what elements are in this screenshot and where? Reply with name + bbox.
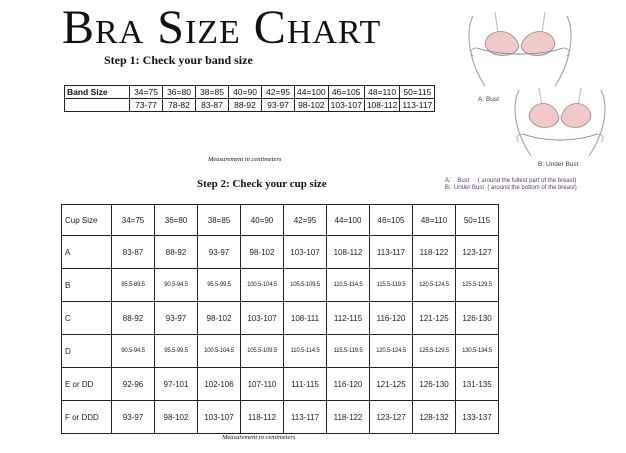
step2-heading: Step 2: Check your cup size bbox=[197, 178, 327, 190]
cup-measure-cell: 88-92 bbox=[155, 236, 198, 269]
cup-measure-cell: 123-127 bbox=[456, 236, 499, 269]
band-column-header: 38=85 bbox=[198, 205, 241, 236]
cup-measure-cell: 100.5-104.5 bbox=[198, 335, 241, 368]
step1-heading: Step 1: Check your band size bbox=[104, 53, 253, 67]
cup-measure-cell: 121-125 bbox=[370, 368, 413, 401]
cup-measure-cell: 108-112 bbox=[327, 236, 370, 269]
cup-measure-cell: 116-120 bbox=[327, 368, 370, 401]
band-size-cell: 44=100 bbox=[295, 86, 329, 99]
legend-name-b: Under Bust bbox=[454, 185, 485, 191]
cup-measure-cell: 130.5-134.5 bbox=[456, 335, 499, 368]
band-column-header: 42=95 bbox=[284, 205, 327, 236]
cup-measure-cell: 93-97 bbox=[112, 401, 155, 434]
cup-measure-cell: 112-115 bbox=[327, 302, 370, 335]
band-column-header: 40=90 bbox=[241, 205, 284, 236]
cup-measure-cell: 113-117 bbox=[370, 236, 413, 269]
cup-measure-cell: 95.5-99.5 bbox=[198, 269, 241, 302]
cup-measure-cell: 125.5-129.5 bbox=[456, 269, 499, 302]
cup-measure-cell: 88-92 bbox=[112, 302, 155, 335]
cup-measure-cell: 116-120 bbox=[370, 302, 413, 335]
legend-name-a: Bust bbox=[457, 178, 470, 184]
band-measure-cell: 108-112 bbox=[364, 99, 400, 112]
cup-measurement-note: Measurement in centimeters bbox=[222, 434, 296, 441]
band-size-label: Band Size bbox=[65, 86, 130, 99]
measurement-legend bbox=[445, 178, 577, 192]
cup-measure-cell: 97-101 bbox=[155, 368, 198, 401]
cup-measure-cell: 118-122 bbox=[327, 401, 370, 434]
illustration-b-label: B: Under Bust bbox=[538, 161, 579, 168]
under-bust-measurement-illustration bbox=[505, 88, 615, 158]
band-column-header: 46=105 bbox=[370, 205, 413, 236]
table-row bbox=[62, 368, 499, 401]
cup-size-label: B bbox=[62, 269, 112, 302]
band-size-cell: 34=75 bbox=[130, 86, 163, 99]
legend-line-a bbox=[445, 178, 577, 184]
cup-measure-cell: 120.5-124.5 bbox=[370, 335, 413, 368]
cup-measure-cell: 93-97 bbox=[155, 302, 198, 335]
cup-table-header-row bbox=[62, 205, 499, 236]
cup-measure-cell: 115.5-119.5 bbox=[370, 269, 413, 302]
cup-measure-cell: 102-106 bbox=[198, 368, 241, 401]
band-measure-cell: 73-77 bbox=[130, 99, 163, 112]
cup-size-label: D bbox=[62, 335, 112, 368]
cup-measure-cell: 98-102 bbox=[241, 236, 284, 269]
band-size-cell: 36=80 bbox=[163, 86, 196, 99]
cup-measure-cell: 90.5-94.5 bbox=[112, 335, 155, 368]
band-measurement-note: Measurement in centimeters bbox=[208, 156, 282, 163]
cup-measure-cell: 110.5-114.5 bbox=[327, 269, 370, 302]
cup-measure-cell: 115.5-119.5 bbox=[327, 335, 370, 368]
cup-measure-cell: 111-115 bbox=[284, 368, 327, 401]
cup-measure-cell: 103-107 bbox=[241, 302, 284, 335]
cup-measure-cell: 131-135 bbox=[456, 368, 499, 401]
cup-measure-cell: 121-125 bbox=[413, 302, 456, 335]
cup-measure-cell: 123-127 bbox=[370, 401, 413, 434]
cup-size-table bbox=[61, 204, 499, 434]
table-row bbox=[62, 335, 499, 368]
band-column-header: 50=115 bbox=[456, 205, 499, 236]
cup-measure-cell: 105.5-109.5 bbox=[284, 269, 327, 302]
cup-measure-cell: 126-130 bbox=[413, 368, 456, 401]
cup-measure-cell: 92-96 bbox=[112, 368, 155, 401]
band-measure-cell: 83-87 bbox=[196, 99, 229, 112]
cup-measure-cell: 98-102 bbox=[155, 401, 198, 434]
cup-size-label: F or DDD bbox=[62, 401, 112, 434]
cup-measure-cell: 90.5-94.5 bbox=[155, 269, 198, 302]
band-size-cell: 46=105 bbox=[328, 86, 364, 99]
cup-measure-cell: 98-102 bbox=[198, 302, 241, 335]
band-size-cell: 48=110 bbox=[364, 86, 400, 99]
legend-desc-a: ( around the fullest part of the breast) bbox=[477, 178, 577, 184]
cup-measure-cell: 103-107 bbox=[284, 236, 327, 269]
band-size-cell: 42=95 bbox=[262, 86, 295, 99]
cup-measure-cell: 107-110 bbox=[241, 368, 284, 401]
cup-measure-cell: 126-130 bbox=[456, 302, 499, 335]
cup-measure-cell: 113-117 bbox=[284, 401, 327, 434]
cup-measure-cell: 120.5-124.5 bbox=[413, 269, 456, 302]
cup-measure-cell: 100.5-104.5 bbox=[241, 269, 284, 302]
cup-measure-cell: 118-122 bbox=[413, 236, 456, 269]
table-row bbox=[62, 236, 499, 269]
band-measure-cell: 103-107 bbox=[328, 99, 364, 112]
table-row bbox=[62, 302, 499, 335]
page-title: Bra Size Chart bbox=[62, 1, 382, 54]
band-size-cell: 38=85 bbox=[196, 86, 229, 99]
band-measure-row bbox=[65, 99, 435, 112]
legend-key-b: B: bbox=[445, 185, 451, 191]
band-column-header: 48=110 bbox=[413, 205, 456, 236]
cup-measure-cell: 95.5-99.5 bbox=[155, 335, 198, 368]
band-column-header: 34=75 bbox=[112, 205, 155, 236]
band-size-table bbox=[64, 85, 435, 112]
cup-measure-cell: 110.5-114.5 bbox=[284, 335, 327, 368]
band-measure-cell: 88-92 bbox=[229, 99, 262, 112]
illustration-a-label: A: Bust bbox=[478, 96, 499, 103]
cup-measure-cell: 125.5-129.5 bbox=[413, 335, 456, 368]
band-measure-cell: 113-117 bbox=[400, 99, 435, 112]
band-measure-cell: 98-102 bbox=[295, 99, 329, 112]
band-measure-cell: 78-82 bbox=[163, 99, 196, 112]
cup-measure-cell: 108-111 bbox=[284, 302, 327, 335]
band-size-row bbox=[65, 86, 435, 99]
table-row bbox=[62, 401, 499, 434]
cup-measure-cell: 118-112 bbox=[241, 401, 284, 434]
cup-size-label: A bbox=[62, 236, 112, 269]
cup-measure-cell: 128-132 bbox=[413, 401, 456, 434]
band-size-cell: 40=90 bbox=[229, 86, 262, 99]
band-size-cell: 50=115 bbox=[400, 86, 435, 99]
cup-measure-cell: 83-87 bbox=[112, 236, 155, 269]
band-column-header: 36=80 bbox=[155, 205, 198, 236]
cup-size-label: E or DD bbox=[62, 368, 112, 401]
band-column-header: 44=100 bbox=[327, 205, 370, 236]
cup-measure-cell: 93-97 bbox=[198, 236, 241, 269]
bust-measurement-illustration bbox=[455, 12, 585, 90]
band-measure-cell: 93-97 bbox=[262, 99, 295, 112]
cup-measure-cell: 85.5-89.5 bbox=[112, 269, 155, 302]
legend-line-b bbox=[445, 185, 577, 191]
cup-measure-cell: 105.5-109.5 bbox=[241, 335, 284, 368]
cup-measure-cell: 103-107 bbox=[198, 401, 241, 434]
cup-measure-cell: 133-137 bbox=[456, 401, 499, 434]
band-measure-label bbox=[65, 99, 130, 112]
table-row bbox=[62, 269, 499, 302]
cup-size-header: Cup Size bbox=[62, 205, 112, 236]
legend-key-a: A: bbox=[445, 178, 451, 184]
legend-desc-b: ( around the bottom of the breast) bbox=[487, 185, 577, 191]
cup-size-label: C bbox=[62, 302, 112, 335]
